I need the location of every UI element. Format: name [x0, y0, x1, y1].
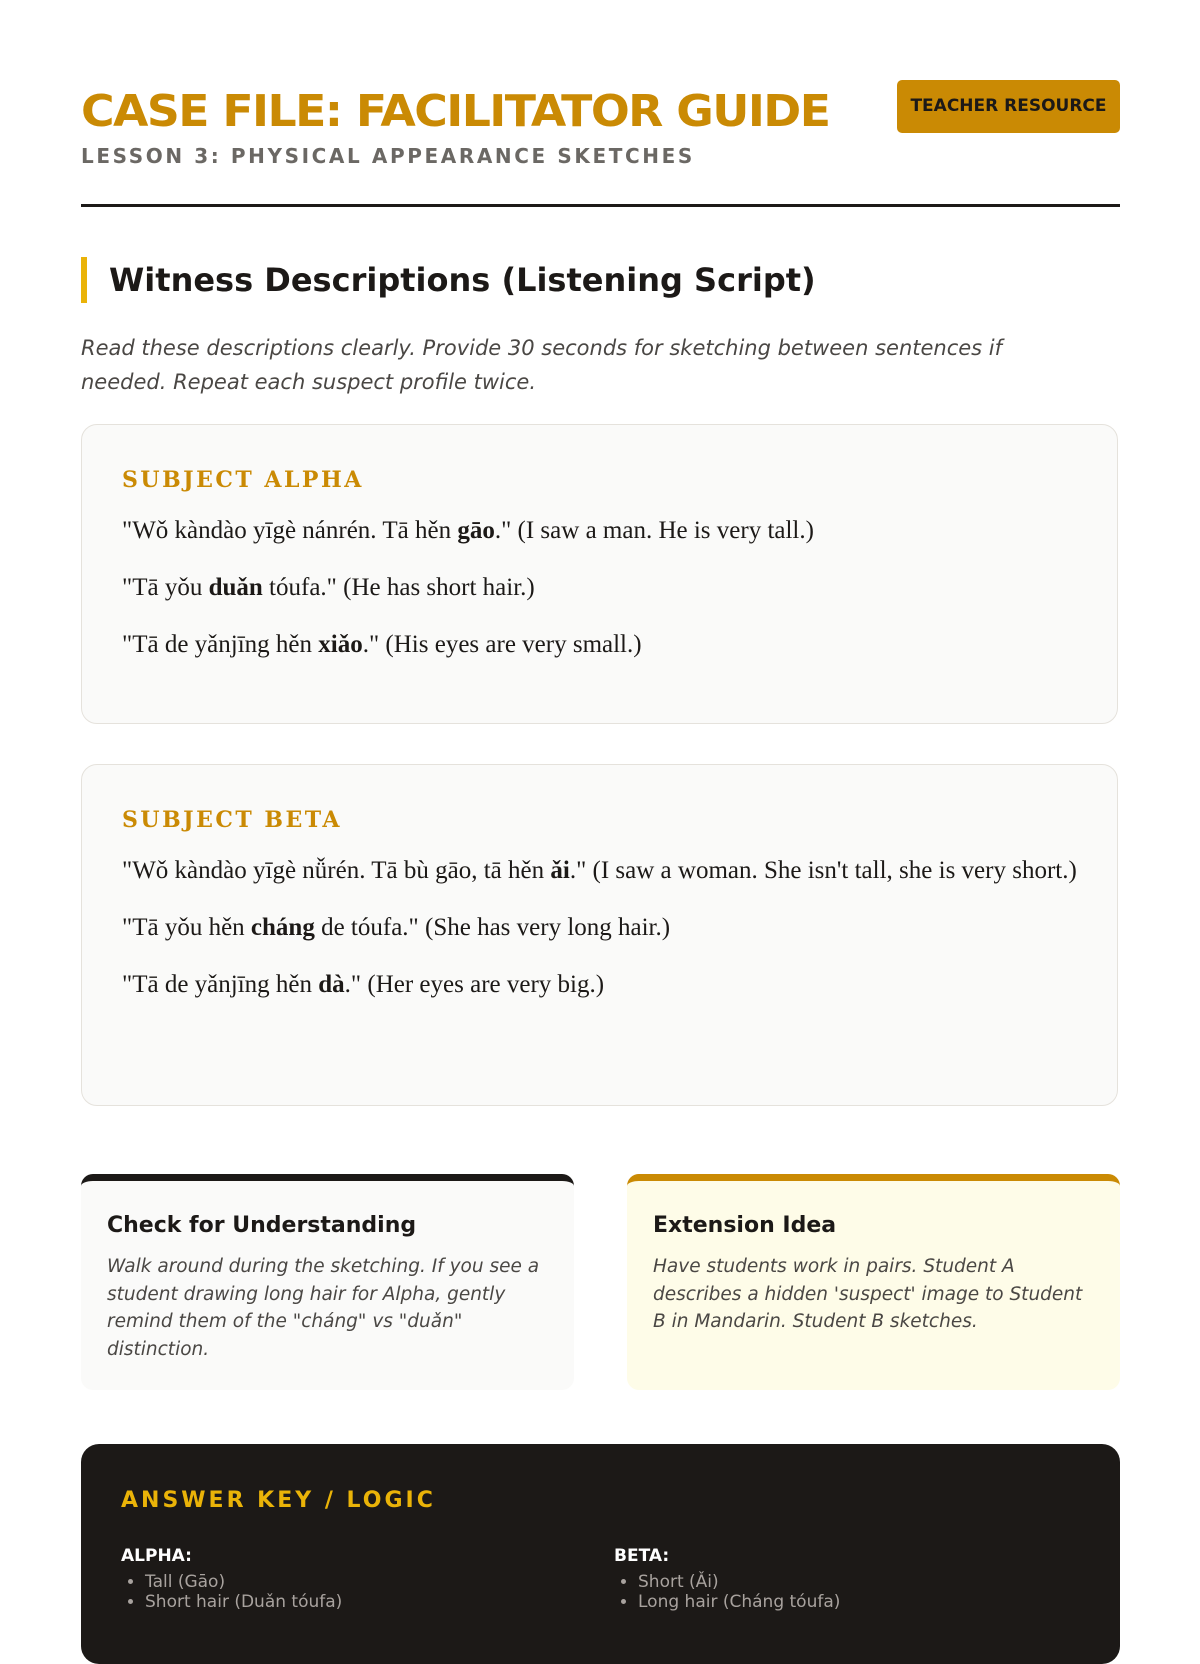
- subject-alpha-card: [81, 424, 1118, 724]
- script-text: ." (I saw a woman. She isn't tall, she is very short.): [569, 857, 1077, 884]
- answer-column-title: BETA:: [614, 1546, 670, 1566]
- answer-item: • Long hair (Cháng tóufa): [638, 1592, 1054, 1612]
- note-title: Check for Understanding: [107, 1213, 417, 1238]
- script-text: ." (Her eyes are very big.): [344, 971, 605, 998]
- extension-idea-box: [627, 1174, 1120, 1390]
- section-instructions: Read these descriptions clearly. Provide 30 seconds for sketching between sentences if needed. Repeat each suspect profile twice.: [81, 336, 1003, 394]
- script-text: ." (His eyes are very small.): [362, 631, 642, 658]
- key-word: xiǎo: [318, 631, 363, 658]
- script-text: "Wǒ kàndào yīgè nánrén. Tā hěn: [122, 517, 458, 544]
- answer-beta-column: [614, 1544, 1054, 1612]
- script-text: "Wǒ kàndào yīgè nǚrén. Tā bù gāo, tā hěn: [122, 857, 551, 884]
- section-heading: Witness Descriptions (Listening Script): [81, 257, 816, 303]
- answer-item: • Short (Ǎi): [638, 1572, 1054, 1592]
- script-text: de tóufa." (She has very long hair.): [314, 914, 671, 941]
- script-line: [122, 623, 1077, 666]
- answer-item: • Short hair (Duǎn tóufa): [145, 1592, 561, 1612]
- answer-key-title: ANSWER KEY / LOGIC: [121, 1488, 436, 1513]
- note-text: Have students work in pairs. Student A describes a hidden 'suspect' image to Student B in Mandarin. Student B sketches.: [653, 1256, 1083, 1332]
- page-header: [81, 80, 1120, 207]
- script-line: [122, 963, 1077, 1006]
- answer-column-title: ALPHA:: [121, 1546, 192, 1566]
- script-text: "Tā de yǎnjīng hěn: [122, 971, 319, 998]
- script-line: [122, 849, 1077, 892]
- subject-label: SUBJECT BETA: [122, 807, 342, 833]
- key-word: ǎi: [550, 857, 570, 884]
- script-line: [122, 509, 1077, 552]
- answer-alpha-column: [121, 1544, 561, 1612]
- script-text: tóufa." (He has short hair.): [262, 574, 535, 601]
- check-for-understanding-box: [81, 1174, 574, 1390]
- key-word: duǎn: [208, 574, 263, 601]
- script-text: "Tā yǒu hěn: [122, 914, 251, 941]
- answer-key-panel: [81, 1444, 1120, 1664]
- answer-list: [121, 1572, 561, 1612]
- note-text: Walk around during the sketching. If you see a student drawing long hair for Alpha, gently remind them of the "cháng" vs "duǎn" distinction.: [107, 1256, 540, 1360]
- note-title: Extension Idea: [653, 1213, 837, 1238]
- script-line: [122, 906, 1077, 949]
- answer-item: • Tall (Gāo): [145, 1572, 561, 1592]
- page-title: CASE FILE: FACILITATOR GUIDE: [81, 86, 830, 137]
- script-text: ." (I saw a man. He is very tall.): [494, 517, 814, 544]
- key-word: gāo: [457, 517, 495, 544]
- script-text: "Tā yǒu: [122, 574, 209, 601]
- teacher-resource-badge: TEACHER RESOURCE: [897, 80, 1120, 133]
- subject-label: SUBJECT ALPHA: [122, 467, 364, 493]
- script-line: [122, 566, 1077, 609]
- script-text: "Tā de yǎnjīng hěn: [122, 631, 319, 658]
- subject-beta-card: [81, 764, 1118, 1106]
- key-word: cháng: [250, 914, 315, 941]
- page-subtitle: LESSON 3: PHYSICAL APPEARANCE SKETCHES: [81, 144, 695, 168]
- answer-list: [614, 1572, 1054, 1612]
- key-word: dà: [318, 971, 345, 998]
